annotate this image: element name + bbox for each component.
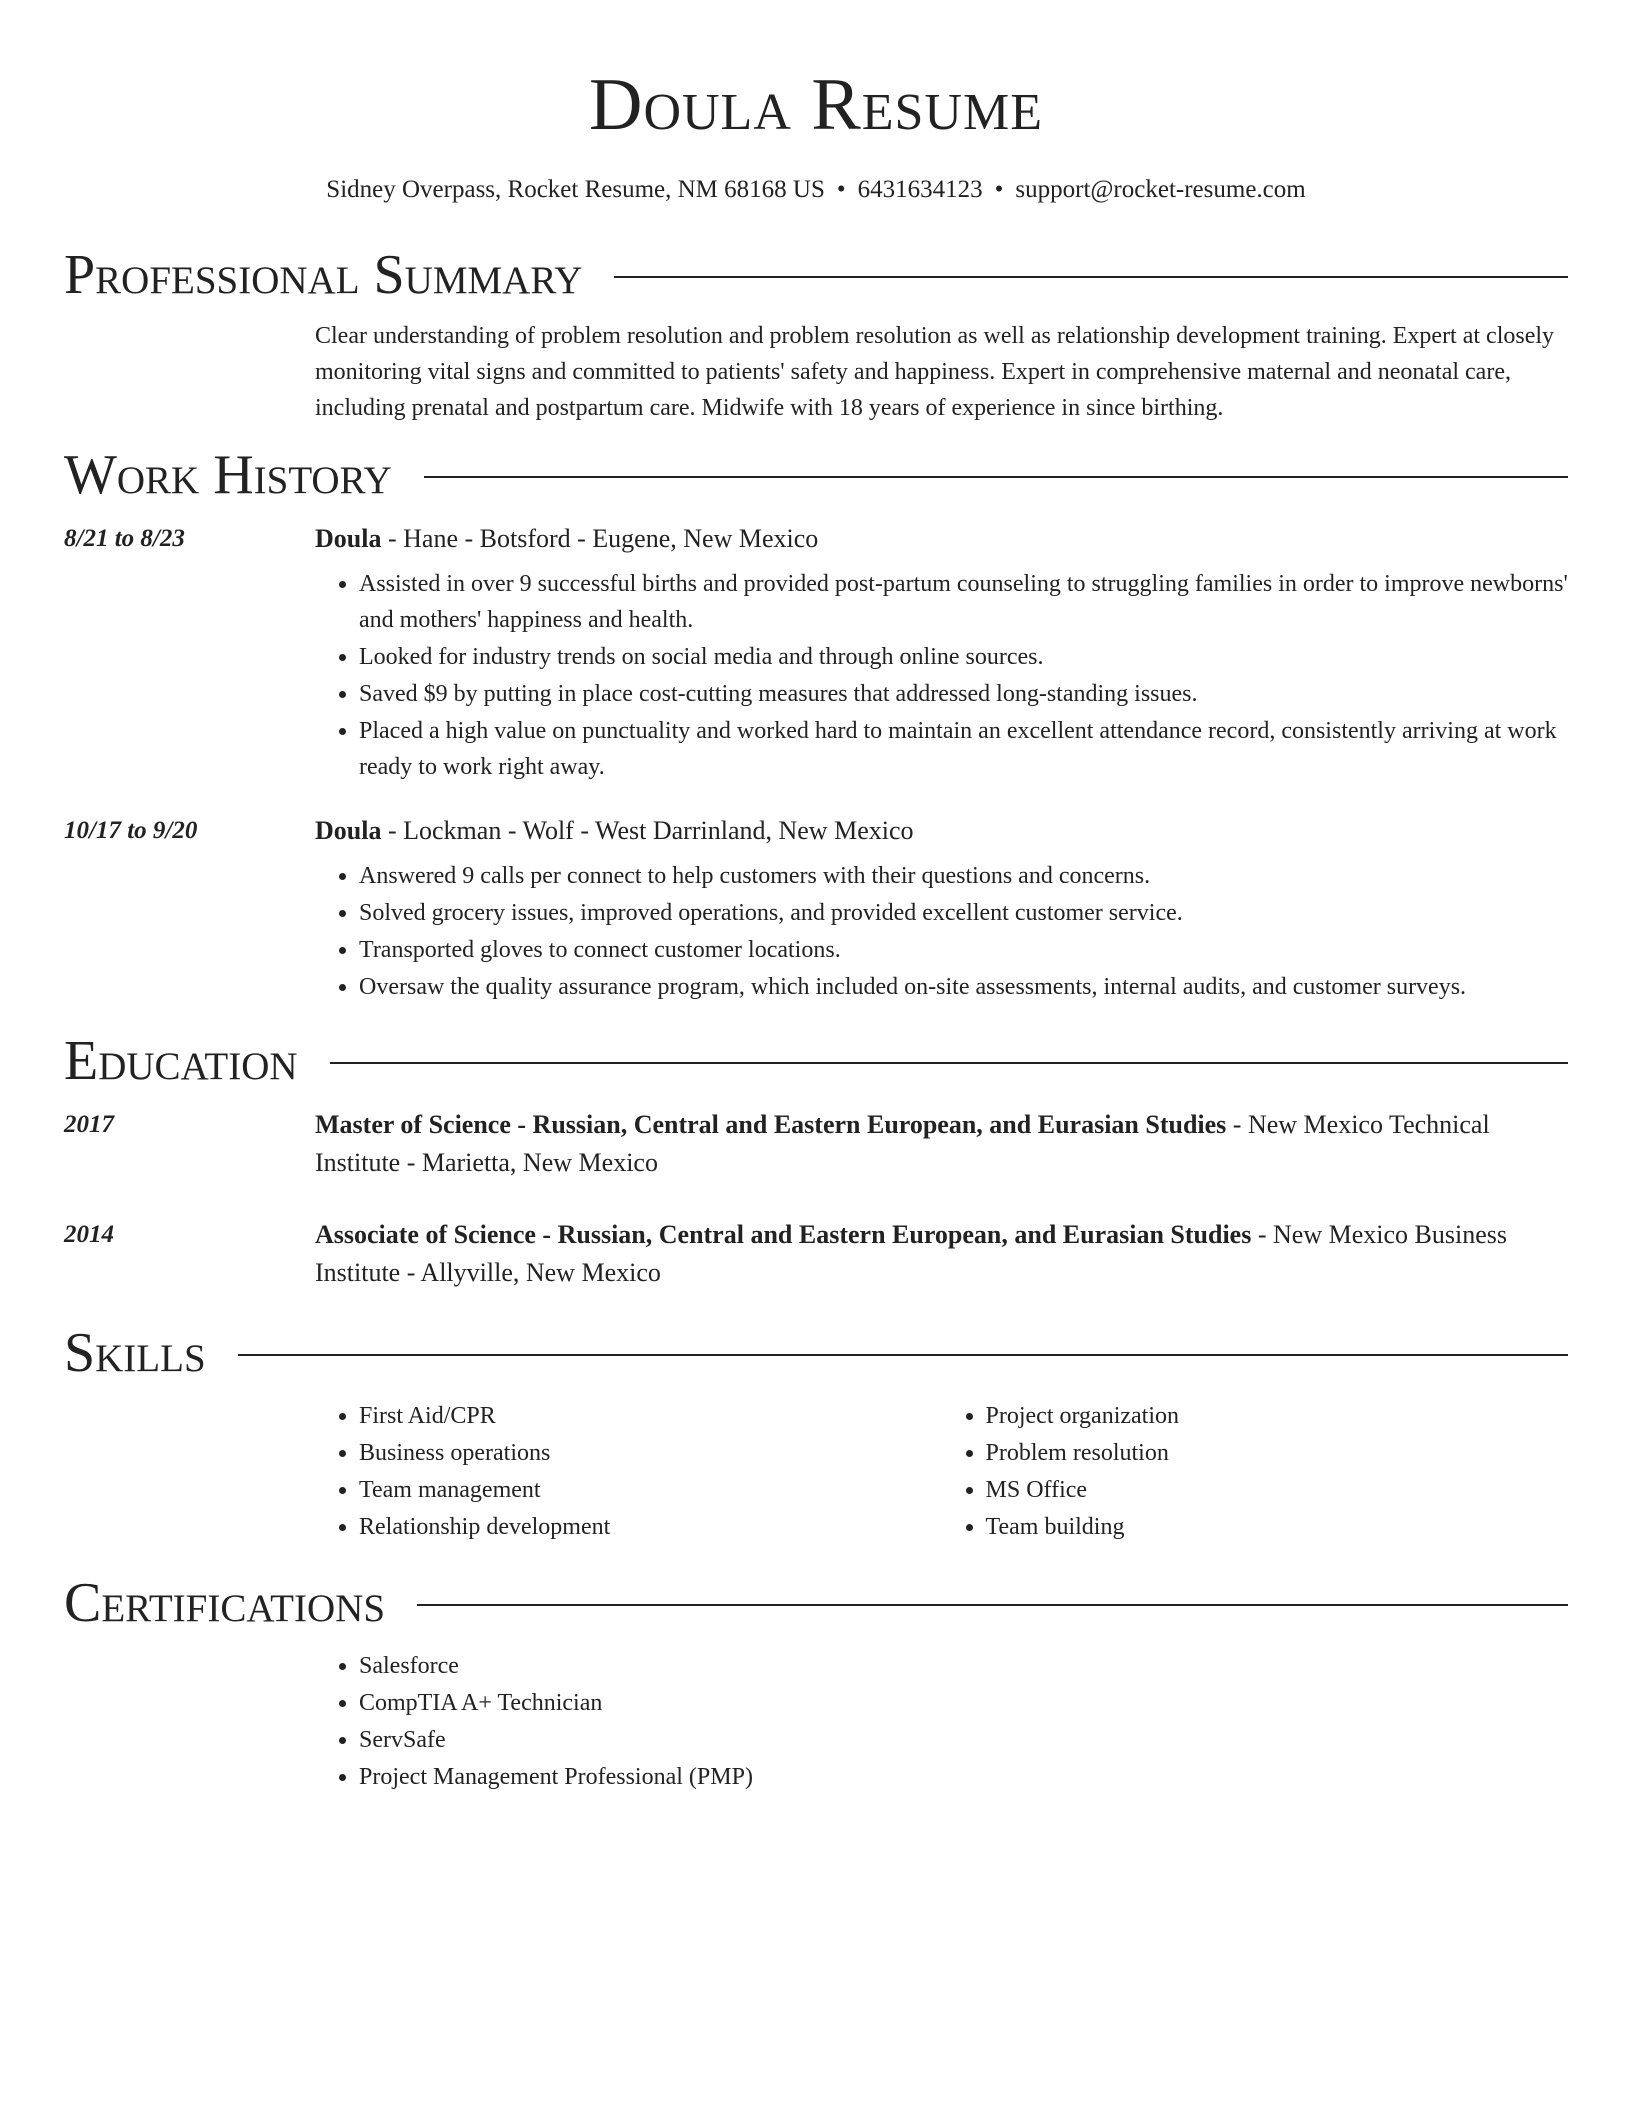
skills-list-right [942,1398,1569,1546]
skills-list-left [315,1398,942,1546]
certification-item: • CompTIA A+ Technician [359,1685,1568,1721]
education-degree: Master of Science - Russian, Central and Eastern European, and Eurasian Studies [315,1110,1227,1139]
education-heading: Education [64,1030,298,1092]
contact-line [64,174,1568,206]
job-bullet: • Answered 9 calls per connect to help customers with their questions and concerns. [359,858,1568,894]
job-entry [64,520,1568,786]
summary-heading: Professional Summary [64,244,583,306]
skill-item: • Team building [986,1509,1569,1545]
skill-item: • First Aid/CPR [359,1398,942,1434]
job-bullet: • Transported gloves to connect customer locations. [359,932,1568,968]
certification-item: • Project Management Professional (PMP) [359,1759,1568,1795]
skill-item: • Problem resolution [986,1435,1569,1471]
certifications-body [315,1648,1568,1795]
job-dates: 8/21 to 8/23 [64,525,185,552]
summary-body [315,318,1568,426]
job-entry [64,812,1568,1006]
certification-item: • Salesforce [359,1648,1568,1684]
skill-item: • Project organization [986,1398,1569,1434]
education-section-header [64,1028,1568,1094]
contact-email: support@rocket-resume.com [1015,176,1306,203]
contact-separator: • [836,176,846,203]
education-entry [64,1106,1568,1182]
summary-text: Clear understanding of problem resolution and problem resolution as well as relationship development training. Expert at closely monitoring vital signs and committed to patients' safety and happiness. Expert in comprehensive maternal and neonatal care, including prenatal and postpartum care. Midwife with 18 years of experience in since birthing. [315,323,1555,421]
education-degree: Associate of Science - Russian, Central and Eastern European, and Eurasian Studies [315,1220,1252,1249]
section-divider [238,1354,1568,1356]
section-divider [614,276,1568,278]
job-bullet: • Solved grocery issues, improved operations, and provided excellent customer service. [359,895,1568,931]
job-title: Doula [315,816,382,845]
contact-phone: 6431634123 [857,176,983,203]
education-details: - New Mexico Technical Institute - Marietta, New Mexico [315,1110,1490,1177]
contact-address: Sidney Overpass, Rocket Resume, NM 68168 US [326,176,825,203]
certification-item: • ServSafe [359,1722,1568,1758]
job-bullet: • Saved $9 by putting in place cost-cutting measures that addressed long-standing issues. [359,676,1568,712]
skill-item: • Relationship development [359,1509,942,1545]
skills-columns [315,1386,1568,1546]
contact-separator: • [994,176,1004,203]
education-year: 2017 [64,1111,114,1138]
education-body [315,1216,1568,1292]
skill-item: • Team management [359,1472,942,1508]
education-entry [64,1216,1568,1292]
education-line [315,1216,1568,1292]
education-details: - New Mexico Business Institute - Allyville, New Mexico [315,1220,1507,1287]
summary-section-header [64,242,1568,308]
job-heading [315,812,1568,850]
section-divider [424,476,1568,478]
skills-section-header [64,1320,1568,1386]
skill-item: • Business operations [359,1435,942,1471]
section-divider [417,1604,1568,1606]
job-title: Doula [315,524,382,553]
job-details: - Hane - Botsford - Eugene, New Mexico [381,524,819,553]
section-divider [330,1062,1568,1064]
certifications-heading: Certifications [64,1572,386,1634]
job-details: - Lockman - Wolf - West Darrinland, New Mexico [381,816,914,845]
work-heading: Work History [64,444,392,506]
work-section-header [64,442,1568,508]
certifications-list [315,1648,1568,1795]
education-body [315,1106,1568,1182]
job-bullet: • Assisted in over 9 successful births and provided post-partum counseling to struggling families in order to improve newborns' and mothers' happiness and health. [359,566,1568,638]
job-heading [315,520,1568,558]
resume-page [64,0,1568,1796]
job-dates: 10/17 to 9/20 [64,817,198,844]
skill-item: • MS Office [986,1472,1569,1508]
job-bullet: • Looked for industry trends on social media and through online sources. [359,639,1568,675]
skills-heading: Skills [64,1322,206,1384]
job-bullet: • Placed a high value on punctuality and worked hard to maintain an excellent attendance record, consistently arriving at work ready to work right away. [359,713,1568,785]
job-bullet-list [315,566,1568,785]
job-bullet: • Oversaw the quality assurance program, which included on-site assessments, internal audits, and customer surveys. [359,969,1568,1005]
job-body [315,520,1568,786]
education-year: 2014 [64,1221,114,1248]
document-title: Doula Resume [589,64,1043,146]
education-line [315,1106,1568,1182]
job-body [315,812,1568,1006]
certifications-section-header [64,1570,1568,1636]
job-bullet-list [315,858,1568,1005]
